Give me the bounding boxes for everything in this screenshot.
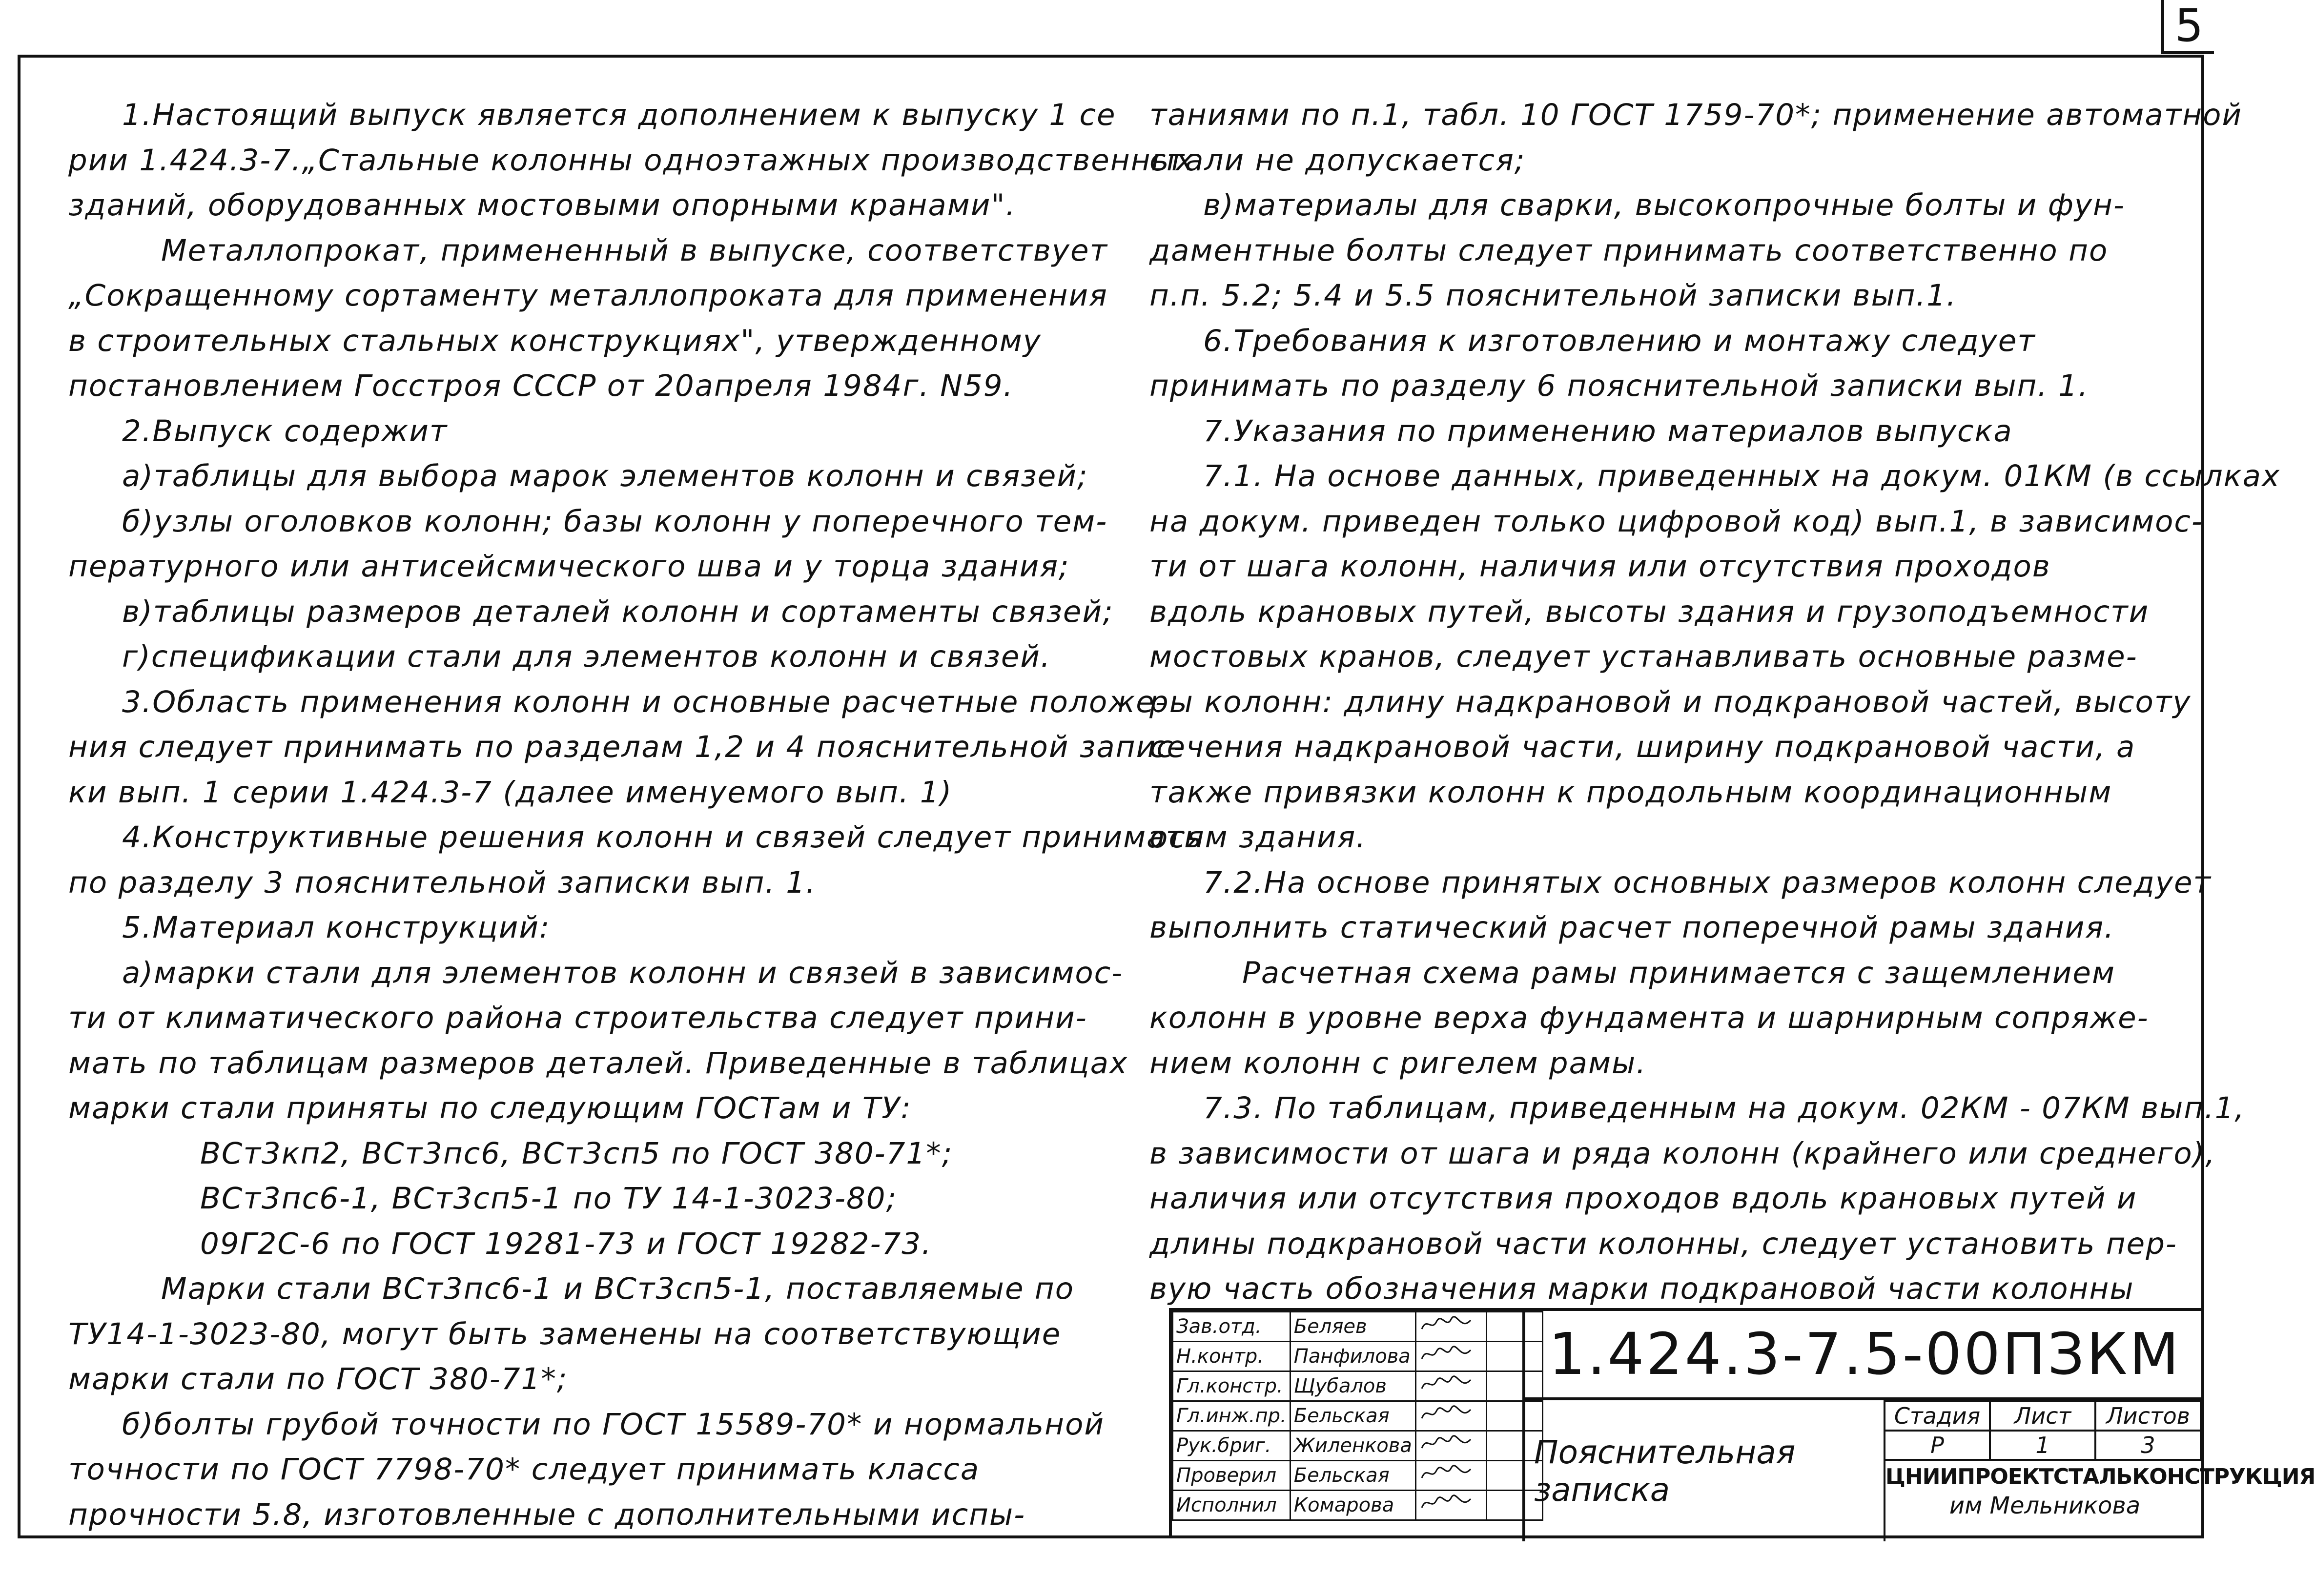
text-line: Марки стали ВСт3пс6-1 и ВСт3сп5-1, поставляемые по [161,1271,1075,1306]
text-line: марки стали приняты по следующим ГОСТам и ТУ: [68,1091,912,1125]
signature-row [1173,1491,1543,1520]
text-line: сечения надкрановой части, ширину подкрановой части, а [1149,730,2136,764]
organization-name: ЦНИИПРОЕКТСТАЛЬКОНСТРУКЦИЯ [1885,1464,2315,1489]
text-line: г)спецификации стали для элементов колонн и связей. [122,639,1051,674]
text-line: 09Г2С-6 по ГОСТ 19281-73 и ГОСТ 19282-73. [200,1226,932,1261]
text-line: мать по таблицам размеров деталей. Приведенные в таблицах [68,1045,1128,1081]
signature-row [1173,1461,1543,1491]
signature-cell [1415,1342,1486,1371]
signature-row [1173,1342,1543,1371]
text-line: 7.2.На основе принятых основных размеров колонн следует [1203,865,2212,900]
signature-role: Гл.констр. [1173,1371,1291,1401]
sheets-value: 3 [2095,1431,2201,1460]
right-text-column [1149,93,2281,1312]
signature-cell [1415,1431,1486,1461]
signature-role: Исполнил [1173,1491,1291,1520]
text-line: ТУ14-1-3023-80, могут быть заменены на соответствующие [68,1316,1062,1351]
text-line: зданий, оборудованных мостовыми опорными кранами". [68,188,1016,223]
text-line: 2.Выпуск содержит [122,413,448,449]
text-line: ВСт3пс6-1, ВСт3сп5-1 по ТУ 14-1-3023-80; [200,1181,898,1216]
handwritten-signature [1419,1463,1473,1483]
document-title: Пояснительная записка [1522,1400,1884,1541]
sheet-value: 1 [1990,1431,2095,1460]
title-block [1169,1308,2315,1538]
text-line: а)марки стали для элементов колонн и связей в зависимос- [122,955,1124,990]
signature-role: Н.контр. [1173,1342,1291,1371]
text-line: ния следует принимать по разделам 1,2 и 4 пояснительной запис- [68,730,1186,764]
text-line: принимать по разделу 6 пояснительной записки вып. 1. [1149,368,2089,403]
sheets-header: Листов [2095,1401,2201,1431]
handwritten-signature [1419,1344,1473,1364]
signature-cell [1415,1461,1486,1491]
organization-block [1884,1453,2315,1541]
text-line: ВСт3кп2, ВСт3пс6, ВСт3сп5 по ГОСТ 380-71*; [200,1136,953,1171]
signature-row [1173,1312,1543,1342]
signature-name: Бельская [1290,1401,1415,1431]
text-line: вую часть обозначения марки подкрановой части колонны [1149,1271,2134,1306]
text-line: 6.Требования к изготовлению и монтажу следует [1203,323,2036,358]
organization-subtitle: им Мельникова [1949,1492,2141,1519]
text-line: Металлопрокат, примененный в выпуске, соответствует [161,233,1108,268]
text-line: 5.Материал конструкций: [122,910,551,945]
signature-row [1173,1401,1543,1431]
text-line: ти от климатического района строительства следует прини- [68,1001,1087,1035]
text-line: по разделу 3 пояснительной записки вып. 1. [68,865,817,900]
signature-role: Зав.отд. [1173,1312,1291,1342]
text-line: на докум. приведен только цифровой код) вып.1, в зависимос- [1149,504,2203,539]
stage-table [1884,1400,2202,1461]
text-line: в)таблицы размеров деталей колонн и сортаменты связей; [122,594,1114,629]
sheet-header: Лист [1990,1401,2095,1431]
signature-table [1172,1311,1543,1521]
text-line: пературного или антисейсмического шва и у торца здания; [68,549,1070,584]
text-line: б)болты грубой точности по ГОСТ 15589-70* и нормальной [122,1407,1105,1442]
handwritten-signature [1419,1374,1473,1393]
signature-cell [1415,1312,1486,1342]
text-line: п.п. 5.2; 5.4 и 5.5 пояснительной записки вып.1. [1149,278,1957,313]
text-line: ки вып. 1 серии 1.424.3-7 (далее именуемого вып. 1) [68,775,953,810]
sheet-number: 5 [2161,0,2214,54]
text-line: рии 1.424.3-7.„Стальные колонны одноэтажных производственных [68,143,1194,178]
signature-row [1173,1371,1543,1401]
text-line: 7.3. По таблицам, приведенным на докум. 02КМ - 07КМ вып.1, [1203,1091,2245,1125]
signature-name: Беляев [1290,1312,1415,1342]
text-line: марки стали по ГОСТ 380-71*; [68,1362,568,1396]
text-line: таниями по п.1, табл. 10 ГОСТ 1759-70*; применение автоматной [1149,98,2243,132]
text-line: колонн в уровне верха фундамента и шарнирным сопряже- [1149,1001,2149,1035]
text-line: 4.Конструктивные решения колонн и связей следует принимать [122,820,1203,855]
handwritten-signature [1419,1314,1473,1334]
text-line: наличия или отсутствия проходов вдоль крановых путей и [1149,1181,2137,1216]
signature-role: Гл.инж.пр. [1173,1401,1291,1431]
text-line: также привязки колонн к продольным координационным [1149,775,2112,810]
signature-name: Щубалов [1290,1371,1415,1401]
text-line: длины подкрановой части колонны, следует установить пер- [1149,1226,2177,1261]
signature-cell [1415,1371,1486,1401]
text-line: а)таблицы для выбора марок элементов колонн и связей; [122,459,1088,493]
handwritten-signature [1419,1404,1473,1423]
signature-cell [1415,1401,1486,1431]
signature-name: Комарова [1290,1491,1415,1520]
signature-name: Жиленкова [1290,1431,1415,1461]
text-line: ти от шага колонн, наличия или отсутствия проходов [1149,549,2051,584]
document-designation: 1.424.3-7.5-00ПЗКМ [1522,1311,2204,1400]
signature-name: Бельская [1290,1461,1415,1491]
text-line: мостовых кранов, следует устанавливать основные разме- [1149,639,2138,674]
text-line: в строительных стальных конструкциях", утвержденному [68,323,1042,358]
text-line: в зависимости от шага и ряда колонн (крайнего или среднего), [1149,1136,2216,1171]
text-line: в)материалы для сварки, высокопрочные болты и фун- [1203,188,2125,223]
signature-cell [1415,1491,1486,1520]
text-line: прочности 5.8, изготовленные с дополнительными испы- [68,1497,1026,1532]
text-line: точности по ГОСТ 7798-70* следует принимать класса [68,1452,980,1487]
text-line: „Сокращенному сортаменту металлопроката для применения [68,278,1108,313]
stage-value: Р [1885,1431,1990,1460]
signature-role: Рук.бриг. [1173,1431,1291,1461]
text-line: 1.Настоящий выпуск является дополнением к выпуску 1 се [122,98,1116,132]
text-line: 7.Указания по применению материалов выпуска [1203,413,2013,449]
text-line: Расчетная схема рамы принимается с защемлением [1242,955,2115,990]
signature-role: Проверил [1173,1461,1291,1491]
signature-name: Панфилова [1290,1342,1415,1371]
text-line: 3.Область применения колонн и основные расчетные положе- [122,684,1167,719]
stage-header: Стадия [1885,1401,1990,1431]
text-line: выполнить статический расчет поперечной рамы здания. [1149,910,2115,945]
left-text-column [68,93,1203,1537]
text-line: ры колонн: длину надкрановой и подкрановой частей, высоту [1149,684,2192,719]
handwritten-signature [1419,1433,1473,1453]
text-line: 7.1. На основе данных, приведенных на докум. 01КМ (в ссылках [1203,459,2281,493]
text-line: осям здания. [1149,820,1367,855]
text-line: постановлением Госстроя СССР от 20апреля 1984г. N59. [68,368,1014,403]
signature-row [1173,1431,1543,1461]
text-line: даментные болты следует принимать соответственно по [1149,233,2109,268]
text-line: нием колонн с ригелем рамы. [1149,1045,1647,1081]
text-line: б)узлы оголовков колонн; базы колонн у поперечного тем- [122,504,1108,539]
text-line: стали не допускается; [1149,143,1526,178]
handwritten-signature [1419,1493,1473,1513]
text-line: вдоль крановых путей, высоты здания и грузоподъемности [1149,594,2150,629]
